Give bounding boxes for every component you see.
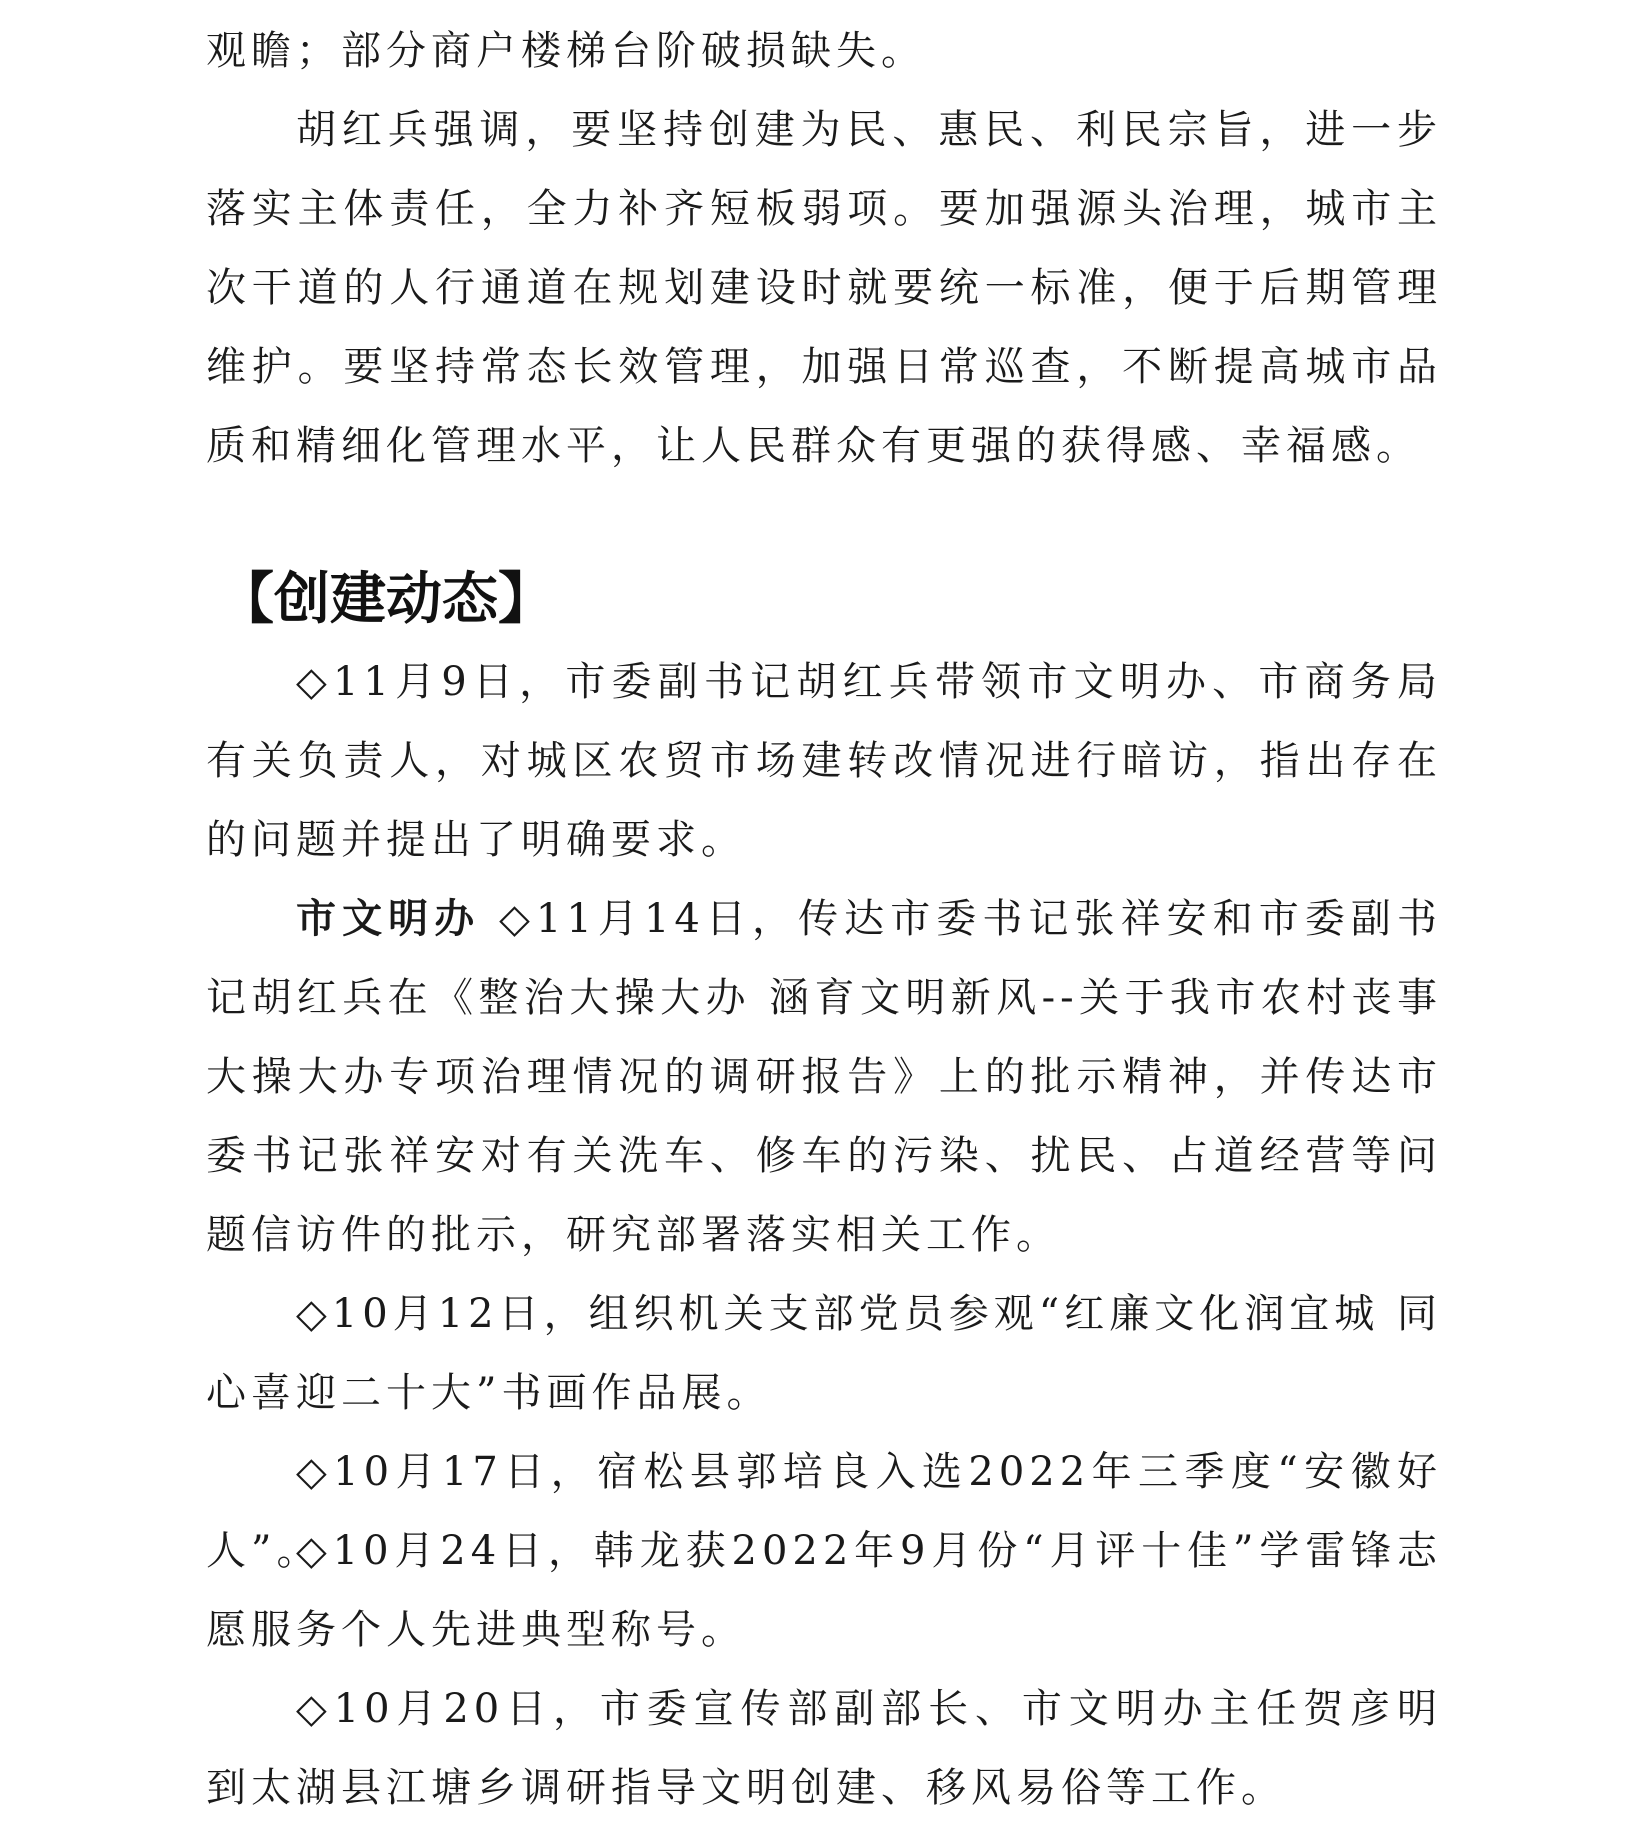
- news-item-6: ◇10月20日，市委宣传部副部长、市文明办主任贺彦明到太湖县江塘乡调研指导文明创建、移风易俗等工作。: [206, 1686, 1442, 1811]
- paragraph-continuation: 观瞻；部分商户楼梯台阶破损缺失。: [206, 28, 926, 74]
- section-heading: 【创建动态】: [218, 567, 554, 632]
- paragraph-emphasis: 胡红兵强调，要坚持创建为民、惠民、利民宗旨，进一步落实主体责任，全力补齐短板弱项。要加强源头治理，城市主次干道的人行通道在规划建设时就要统一标准，便于后期管理维护。要坚持常态长效管理，加强日常巡查，不断提高城市品质和精细化管理水平，让人民群众有更强的获得感、幸福感。: [206, 107, 1442, 469]
- news-item-3: ◇10月12日，组织机关支部党员参观“红廉文化润宜城 同心喜迎二十大”书画作品展。: [206, 1291, 1442, 1416]
- news-item-2-text: ◇11月14日，传达市委书记张祥安和市委副书记胡红兵在《整治大操大办 涵育文明新风--关于我市农村丧事大操大办专项治理情况的调研报告》上的批示精神，并传达市委书记张祥安对有关洗车、修车的污染、扰民、占道经营等问题信访件的批示，研究部署落实相关工作。: [206, 896, 1443, 1258]
- news-item-5: ◇10月24日，韩龙获2022年9月份“月评十佳”学雷锋志愿服务个人先进典型称号。: [206, 1528, 1442, 1653]
- news-item-2-lead: 市文明办: [296, 896, 481, 942]
- news-item-1: ◇11月9日，市委副书记胡红兵带领市文明办、市商务局有关负责人，对城区农贸市场建转改情况进行暗访，指出存在的问题并提出了明确要求。: [206, 659, 1442, 863]
- news-item-4: ◇10月17日，宿松县郭培良入选2022年三季度“安徽好人”。: [206, 1449, 1442, 1574]
- news-item-2: [206, 880, 1442, 1275]
